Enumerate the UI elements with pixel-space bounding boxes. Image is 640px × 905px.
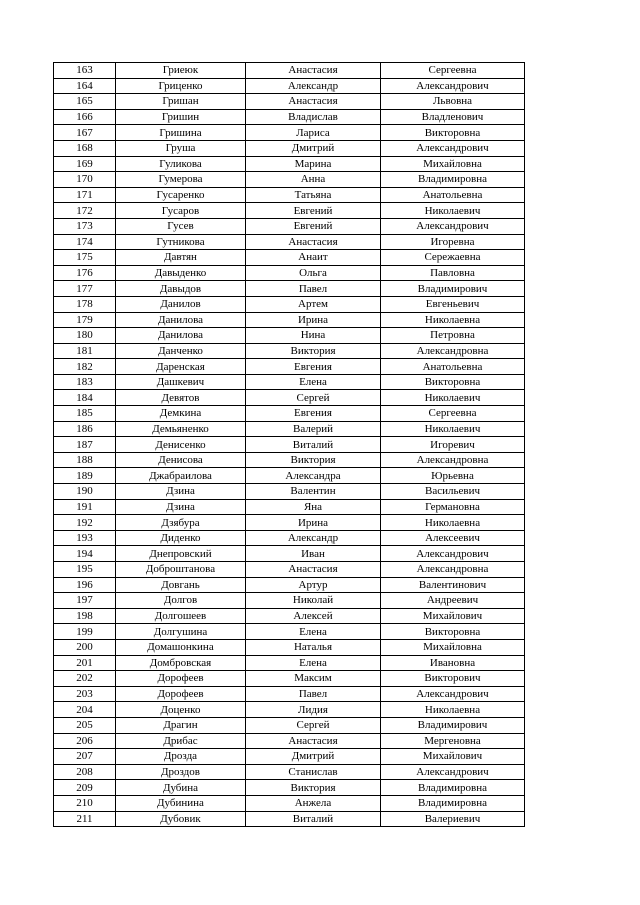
last-name-cell: Джабраилова: [116, 468, 246, 484]
first-name-cell: Евгений: [246, 203, 381, 219]
table-row: [54, 484, 525, 500]
row-number-cell: 189: [54, 468, 116, 484]
last-name-cell: Гусаров: [116, 203, 246, 219]
first-name-cell: Ирина: [246, 312, 381, 328]
last-name-cell: Дзябура: [116, 515, 246, 531]
table-row: [54, 421, 525, 437]
table-row: [54, 686, 525, 702]
table-row: [54, 109, 525, 125]
table-row: [54, 733, 525, 749]
row-number-cell: 210: [54, 795, 116, 811]
patronymic-cell: Павловна: [381, 265, 525, 281]
last-name-cell: Дашкевич: [116, 374, 246, 390]
patronymic-cell: Викторовна: [381, 374, 525, 390]
first-name-cell: Анжела: [246, 795, 381, 811]
patronymic-cell: Владимировна: [381, 172, 525, 188]
first-name-cell: Нина: [246, 328, 381, 344]
row-number-cell: 182: [54, 359, 116, 375]
row-number-cell: 166: [54, 109, 116, 125]
table-row: [54, 218, 525, 234]
table-row: [54, 359, 525, 375]
row-number-cell: 201: [54, 655, 116, 671]
first-name-cell: Дмитрий: [246, 140, 381, 156]
last-name-cell: Довгань: [116, 577, 246, 593]
row-number-cell: 208: [54, 764, 116, 780]
last-name-cell: Долгов: [116, 593, 246, 609]
patronymic-cell: Николаевна: [381, 515, 525, 531]
row-number-cell: 178: [54, 296, 116, 312]
row-number-cell: 170: [54, 172, 116, 188]
last-name-cell: Гусаренко: [116, 187, 246, 203]
row-number-cell: 195: [54, 562, 116, 578]
first-name-cell: Станислав: [246, 764, 381, 780]
patronymic-cell: Михайловна: [381, 639, 525, 655]
table-row: [54, 234, 525, 250]
last-name-cell: Давыдов: [116, 281, 246, 297]
patronymic-cell: Васильевич: [381, 484, 525, 500]
table-row: [54, 343, 525, 359]
last-name-cell: Дубина: [116, 780, 246, 796]
first-name-cell: Анастасия: [246, 63, 381, 79]
table-row: [54, 94, 525, 110]
last-name-cell: Доценко: [116, 702, 246, 718]
patronymic-cell: Михайлович: [381, 749, 525, 765]
last-name-cell: Долгошеев: [116, 608, 246, 624]
row-number-cell: 185: [54, 406, 116, 422]
row-number-cell: 184: [54, 390, 116, 406]
first-name-cell: Сергей: [246, 390, 381, 406]
patronymic-cell: Александровна: [381, 452, 525, 468]
first-name-cell: Евгений: [246, 218, 381, 234]
table-row: [54, 749, 525, 765]
table-row: [54, 515, 525, 531]
last-name-cell: Днепровский: [116, 546, 246, 562]
table-row: [54, 608, 525, 624]
patronymic-cell: Николаевич: [381, 390, 525, 406]
table-row: [54, 312, 525, 328]
patronymic-cell: Алексеевич: [381, 530, 525, 546]
last-name-cell: Демкина: [116, 406, 246, 422]
last-name-cell: Дубинина: [116, 795, 246, 811]
first-name-cell: Татьяна: [246, 187, 381, 203]
patronymic-cell: Сергеевна: [381, 63, 525, 79]
patronymic-cell: Александровна: [381, 562, 525, 578]
table-row: [54, 140, 525, 156]
last-name-cell: Денисова: [116, 452, 246, 468]
table-row: [54, 577, 525, 593]
patronymic-cell: Владимирович: [381, 281, 525, 297]
row-number-cell: 191: [54, 499, 116, 515]
row-number-cell: 176: [54, 265, 116, 281]
patronymic-cell: Анатольевна: [381, 359, 525, 375]
first-name-cell: Павел: [246, 686, 381, 702]
table-row: [54, 671, 525, 687]
patronymic-cell: Михайловна: [381, 156, 525, 172]
last-name-cell: Домбровская: [116, 655, 246, 671]
patronymic-cell: Львовна: [381, 94, 525, 110]
last-name-cell: Гриеюк: [116, 63, 246, 79]
last-name-cell: Гуликова: [116, 156, 246, 172]
patronymic-cell: Владимирович: [381, 717, 525, 733]
row-number-cell: 168: [54, 140, 116, 156]
row-number-cell: 196: [54, 577, 116, 593]
first-name-cell: Ольга: [246, 265, 381, 281]
last-name-cell: Гриценко: [116, 78, 246, 94]
row-number-cell: 202: [54, 671, 116, 687]
row-number-cell: 174: [54, 234, 116, 250]
table-row: [54, 655, 525, 671]
row-number-cell: 211: [54, 811, 116, 827]
last-name-cell: Доброштанова: [116, 562, 246, 578]
row-number-cell: 205: [54, 717, 116, 733]
first-name-cell: Алексей: [246, 608, 381, 624]
first-name-cell: Анастасия: [246, 234, 381, 250]
table-row: [54, 125, 525, 141]
first-name-cell: Елена: [246, 655, 381, 671]
row-number-cell: 197: [54, 593, 116, 609]
row-number-cell: 199: [54, 624, 116, 640]
last-name-cell: Данилова: [116, 328, 246, 344]
first-name-cell: Павел: [246, 281, 381, 297]
first-name-cell: Евгения: [246, 359, 381, 375]
first-name-cell: Виктория: [246, 780, 381, 796]
last-name-cell: Давыденко: [116, 265, 246, 281]
last-name-cell: Данилова: [116, 312, 246, 328]
first-name-cell: Артур: [246, 577, 381, 593]
first-name-cell: Елена: [246, 374, 381, 390]
patronymic-cell: Сережаевна: [381, 250, 525, 266]
patronymic-cell: Игоревна: [381, 234, 525, 250]
last-name-cell: Груша: [116, 140, 246, 156]
first-name-cell: Николай: [246, 593, 381, 609]
table-row: [54, 811, 525, 827]
last-name-cell: Диденко: [116, 530, 246, 546]
table-row: [54, 63, 525, 79]
table-row: [54, 250, 525, 266]
first-name-cell: Александр: [246, 530, 381, 546]
row-number-cell: 164: [54, 78, 116, 94]
table-row: [54, 639, 525, 655]
patronymic-cell: Валериевич: [381, 811, 525, 827]
row-number-cell: 207: [54, 749, 116, 765]
row-number-cell: 200: [54, 639, 116, 655]
table-row: [54, 624, 525, 640]
first-name-cell: Артем: [246, 296, 381, 312]
table-row: [54, 593, 525, 609]
patronymic-cell: Владимировна: [381, 780, 525, 796]
first-name-cell: Сергей: [246, 717, 381, 733]
table-row: [54, 702, 525, 718]
last-name-cell: Гутникова: [116, 234, 246, 250]
roster-table-body: [54, 63, 525, 827]
patronymic-cell: Николаевна: [381, 702, 525, 718]
first-name-cell: Валентин: [246, 484, 381, 500]
last-name-cell: Дорофеев: [116, 686, 246, 702]
first-name-cell: Александра: [246, 468, 381, 484]
table-row: [54, 546, 525, 562]
first-name-cell: Лидия: [246, 702, 381, 718]
first-name-cell: Иван: [246, 546, 381, 562]
first-name-cell: Валерий: [246, 421, 381, 437]
row-number-cell: 165: [54, 94, 116, 110]
first-name-cell: Ирина: [246, 515, 381, 531]
first-name-cell: Владислав: [246, 109, 381, 125]
patronymic-cell: Викторовна: [381, 624, 525, 640]
patronymic-cell: Александрович: [381, 546, 525, 562]
table-row: [54, 78, 525, 94]
first-name-cell: Марина: [246, 156, 381, 172]
table-row: [54, 795, 525, 811]
row-number-cell: 190: [54, 484, 116, 500]
row-number-cell: 180: [54, 328, 116, 344]
last-name-cell: Давтян: [116, 250, 246, 266]
row-number-cell: 175: [54, 250, 116, 266]
first-name-cell: Елена: [246, 624, 381, 640]
patronymic-cell: Игоревич: [381, 437, 525, 453]
first-name-cell: Анастасия: [246, 94, 381, 110]
last-name-cell: Дубовик: [116, 811, 246, 827]
last-name-cell: Дзина: [116, 499, 246, 515]
first-name-cell: Дмитрий: [246, 749, 381, 765]
first-name-cell: Наталья: [246, 639, 381, 655]
patronymic-cell: Александрович: [381, 764, 525, 780]
patronymic-cell: Михайлович: [381, 608, 525, 624]
patronymic-cell: Александрович: [381, 140, 525, 156]
patronymic-cell: Андреевич: [381, 593, 525, 609]
row-number-cell: 173: [54, 218, 116, 234]
last-name-cell: Дроздов: [116, 764, 246, 780]
last-name-cell: Драгин: [116, 717, 246, 733]
first-name-cell: Максим: [246, 671, 381, 687]
first-name-cell: Лариса: [246, 125, 381, 141]
row-number-cell: 181: [54, 343, 116, 359]
patronymic-cell: Германовна: [381, 499, 525, 515]
first-name-cell: Анастасия: [246, 733, 381, 749]
last-name-cell: Гришин: [116, 109, 246, 125]
patronymic-cell: Александрович: [381, 218, 525, 234]
first-name-cell: Виталий: [246, 811, 381, 827]
row-number-cell: 206: [54, 733, 116, 749]
table-row: [54, 406, 525, 422]
row-number-cell: 193: [54, 530, 116, 546]
table-row: [54, 390, 525, 406]
last-name-cell: Денисенко: [116, 437, 246, 453]
last-name-cell: Девятов: [116, 390, 246, 406]
patronymic-cell: Ивановна: [381, 655, 525, 671]
row-number-cell: 188: [54, 452, 116, 468]
patronymic-cell: Валентинович: [381, 577, 525, 593]
last-name-cell: Даренская: [116, 359, 246, 375]
patronymic-cell: Владленович: [381, 109, 525, 125]
table-row: [54, 265, 525, 281]
row-number-cell: 179: [54, 312, 116, 328]
first-name-cell: Анна: [246, 172, 381, 188]
last-name-cell: Дорофеев: [116, 671, 246, 687]
table-row: [54, 562, 525, 578]
row-number-cell: 177: [54, 281, 116, 297]
table-row: [54, 203, 525, 219]
patronymic-cell: Александрович: [381, 78, 525, 94]
roster-table: [53, 62, 525, 827]
first-name-cell: Евгения: [246, 406, 381, 422]
last-name-cell: Гумерова: [116, 172, 246, 188]
table-row: [54, 530, 525, 546]
row-number-cell: 171: [54, 187, 116, 203]
row-number-cell: 167: [54, 125, 116, 141]
table-row: [54, 296, 525, 312]
row-number-cell: 187: [54, 437, 116, 453]
table-row: [54, 499, 525, 515]
patronymic-cell: Петровна: [381, 328, 525, 344]
patronymic-cell: Викторовна: [381, 125, 525, 141]
first-name-cell: Яна: [246, 499, 381, 515]
table-row: [54, 764, 525, 780]
row-number-cell: 186: [54, 421, 116, 437]
patronymic-cell: Мергеновна: [381, 733, 525, 749]
row-number-cell: 172: [54, 203, 116, 219]
patronymic-cell: Анатольевна: [381, 187, 525, 203]
last-name-cell: Долгушина: [116, 624, 246, 640]
last-name-cell: Дрибас: [116, 733, 246, 749]
table-row: [54, 172, 525, 188]
last-name-cell: Гришан: [116, 94, 246, 110]
table-row: [54, 468, 525, 484]
row-number-cell: 183: [54, 374, 116, 390]
table-row: [54, 281, 525, 297]
patronymic-cell: Николаевна: [381, 312, 525, 328]
table-row: [54, 156, 525, 172]
last-name-cell: Гришина: [116, 125, 246, 141]
table-row: [54, 437, 525, 453]
last-name-cell: Домашонкина: [116, 639, 246, 655]
patronymic-cell: Николаевич: [381, 203, 525, 219]
patronymic-cell: Александрович: [381, 686, 525, 702]
table-row: [54, 780, 525, 796]
row-number-cell: 169: [54, 156, 116, 172]
last-name-cell: Дрозда: [116, 749, 246, 765]
table-row: [54, 187, 525, 203]
row-number-cell: 163: [54, 63, 116, 79]
first-name-cell: Виктория: [246, 452, 381, 468]
row-number-cell: 192: [54, 515, 116, 531]
first-name-cell: Виктория: [246, 343, 381, 359]
patronymic-cell: Сергеевна: [381, 406, 525, 422]
patronymic-cell: Николаевич: [381, 421, 525, 437]
row-number-cell: 203: [54, 686, 116, 702]
table-row: [54, 374, 525, 390]
row-number-cell: 198: [54, 608, 116, 624]
last-name-cell: Данченко: [116, 343, 246, 359]
last-name-cell: Дзина: [116, 484, 246, 500]
row-number-cell: 209: [54, 780, 116, 796]
first-name-cell: Анастасия: [246, 562, 381, 578]
last-name-cell: Данилов: [116, 296, 246, 312]
patronymic-cell: Викторович: [381, 671, 525, 687]
patronymic-cell: Александровна: [381, 343, 525, 359]
last-name-cell: Демьяненко: [116, 421, 246, 437]
row-number-cell: 194: [54, 546, 116, 562]
last-name-cell: Гусев: [116, 218, 246, 234]
first-name-cell: Александр: [246, 78, 381, 94]
row-number-cell: 204: [54, 702, 116, 718]
patronymic-cell: Владимировна: [381, 795, 525, 811]
patronymic-cell: Юрьевна: [381, 468, 525, 484]
table-row: [54, 452, 525, 468]
first-name-cell: Анаит: [246, 250, 381, 266]
table-row: [54, 717, 525, 733]
patronymic-cell: Евгеньевич: [381, 296, 525, 312]
table-row: [54, 328, 525, 344]
first-name-cell: Виталий: [246, 437, 381, 453]
